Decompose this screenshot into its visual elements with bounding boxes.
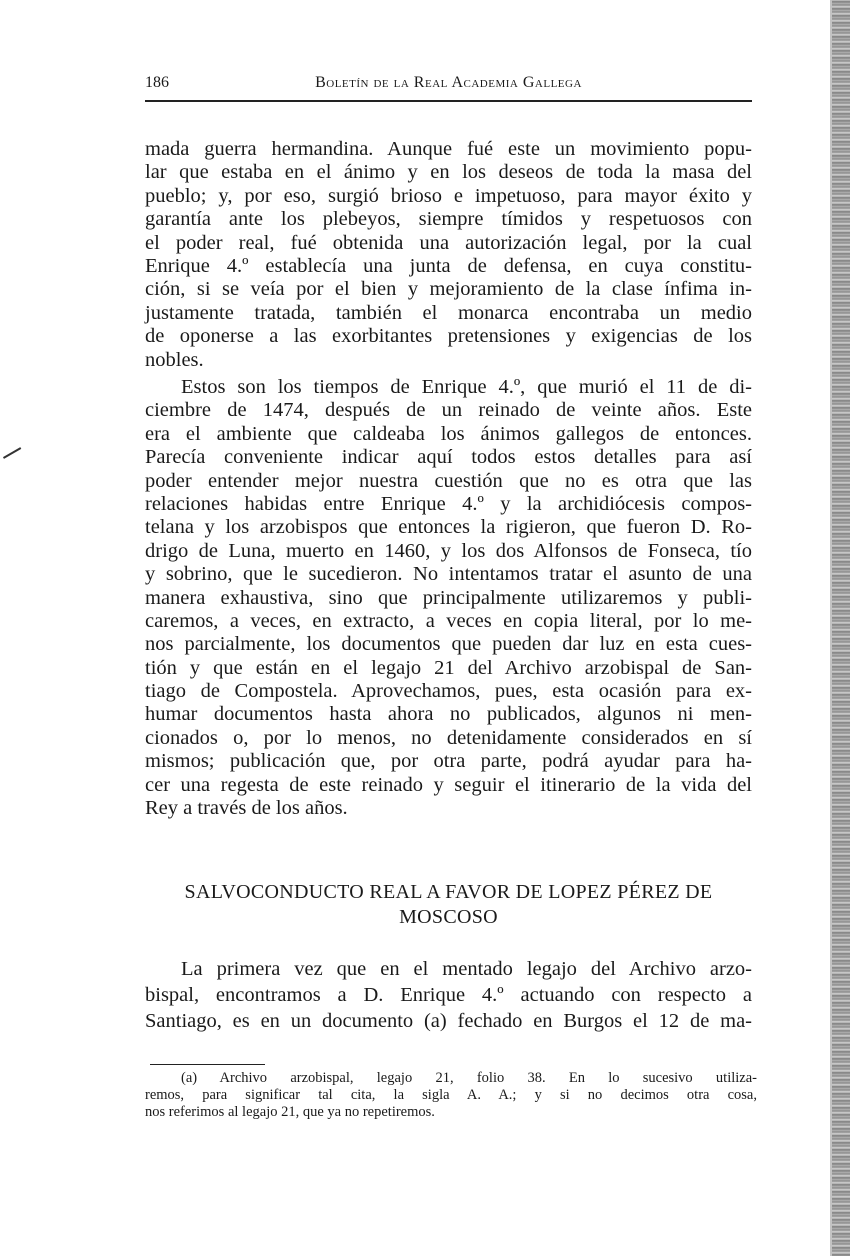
text-line: de oponerse a las exorbitantes pretensiones y exigencias de los	[145, 325, 752, 348]
text-line: cer una regesta de este reinado y seguir el itinerario de la vida del	[145, 773, 752, 796]
text-line: poder entender mejor nuestra cuestión que no es otra que las	[145, 469, 752, 492]
page-number: 186	[145, 74, 169, 91]
text-line: cionados o, por lo menos, no detenidamente considerados en sí	[145, 726, 752, 749]
text-line: y sobrino, que le sucedieron. No intentamos tratar el asunto de una	[145, 563, 752, 586]
scan-edge	[832, 0, 850, 1256]
text-line: nos referimos al legajo 21, que ya no repetiremos.	[145, 1104, 435, 1120]
text-line: (a) Archivo arzobispal, legajo 21, folio 38. En lo sucesivo utiliza-	[181, 1070, 757, 1086]
text-line: tiago de Compostela. Aprovechamos, pues, esta ocasión para ex-	[145, 680, 752, 703]
stray-mark	[3, 447, 21, 458]
scan-edge-line	[830, 0, 832, 1256]
text-line: humar documentos hasta ahora no publicados, algunos ni men-	[145, 703, 752, 726]
text-line: garantía ante los plebeyos, siempre tímidos y respetuosos con	[145, 208, 752, 231]
paragraph-1	[145, 138, 752, 372]
header-rule	[145, 100, 752, 102]
text-line: justamente tratada, también el monarca encontraba un medio	[145, 301, 752, 324]
text-line: lar que estaba en el ánimo y en los deseos de toda la masa del	[145, 161, 752, 184]
text-line: tión y que están en el legajo 21 del Archivo arzobispal de San-	[145, 656, 752, 679]
text-line: mismos; publicación que, por otra parte, podrá ayudar para ha-	[145, 750, 752, 773]
running-title: Boletín de la Real Academia Gallega	[315, 74, 582, 91]
footnote-rule	[150, 1064, 265, 1065]
text-line: era el ambiente que caldeaba los ánimos gallegos de entonces.	[145, 422, 752, 445]
text-line: ción, si se veía por el bien y mejoramiento de la clase ínfima in-	[145, 278, 752, 301]
text-line: caremos, a veces, en extracto, a veces en copia literal, por lo me-	[145, 609, 752, 632]
text-line: Enrique 4.º establecía una junta de defensa, en cuya constitu-	[145, 254, 752, 277]
section-heading-line: MOSCOSO	[399, 906, 498, 928]
text-line: telana y los arzobispos que entonces la rigieron, que fueron D. Ro-	[145, 516, 752, 539]
text-line: manera exhaustiva, sino que principalmente utilizaremos y publi-	[145, 586, 752, 609]
section-heading	[145, 880, 752, 930]
paragraph-2	[145, 376, 752, 820]
text-line: mada guerra hermandina. Aunque fué este un movimiento popu-	[145, 138, 752, 160]
text-line: relaciones habidas entre Enrique 4.º y la archidiócesis compos-	[145, 492, 752, 515]
text-line: nos parcialmente, los documentos que pueden dar luz en esta cues-	[145, 633, 752, 656]
text-line: Rey a través de los años.	[145, 797, 348, 820]
text-line: Parecía conveniente indicar aquí todos estos detalles para así	[145, 446, 752, 469]
text-line: Santiago, es en un documento (a) fechado en Burgos el 12 de ma-	[145, 1010, 752, 1032]
text-line: nobles.	[145, 348, 204, 371]
text-line: el poder real, fué obtenida una autorización legal, por la cual	[145, 231, 752, 254]
footnote	[145, 1070, 757, 1121]
text-line: Estos son los tiempos de Enrique 4.º, que murió el 11 de di-	[181, 376, 752, 398]
text-line: drigo de Luna, muerto en 1460, y los dos Alfonsos de Fonseca, tío	[145, 539, 752, 562]
text-line: pueblo; y, por eso, surgió brioso e impetuoso, para mayor éxito y	[145, 184, 752, 207]
text-line: ciembre de 1474, después de un reinado de veinte años. Este	[145, 399, 752, 422]
paragraph-3	[145, 956, 752, 1034]
text-line: La primera vez que en el mentado legajo del Archivo arzo-	[181, 958, 752, 980]
text-line: remos, para significar tal cita, la sigla A. A.; y si no decimos otra cosa,	[145, 1087, 757, 1103]
section-heading-line: SALVOCONDUCTO REAL A FAVOR DE LOPEZ PÉREZ DE	[184, 881, 713, 903]
text-line: bispal, encontramos a D. Enrique 4.º actuando con respecto a	[145, 984, 752, 1006]
running-header	[145, 74, 752, 96]
